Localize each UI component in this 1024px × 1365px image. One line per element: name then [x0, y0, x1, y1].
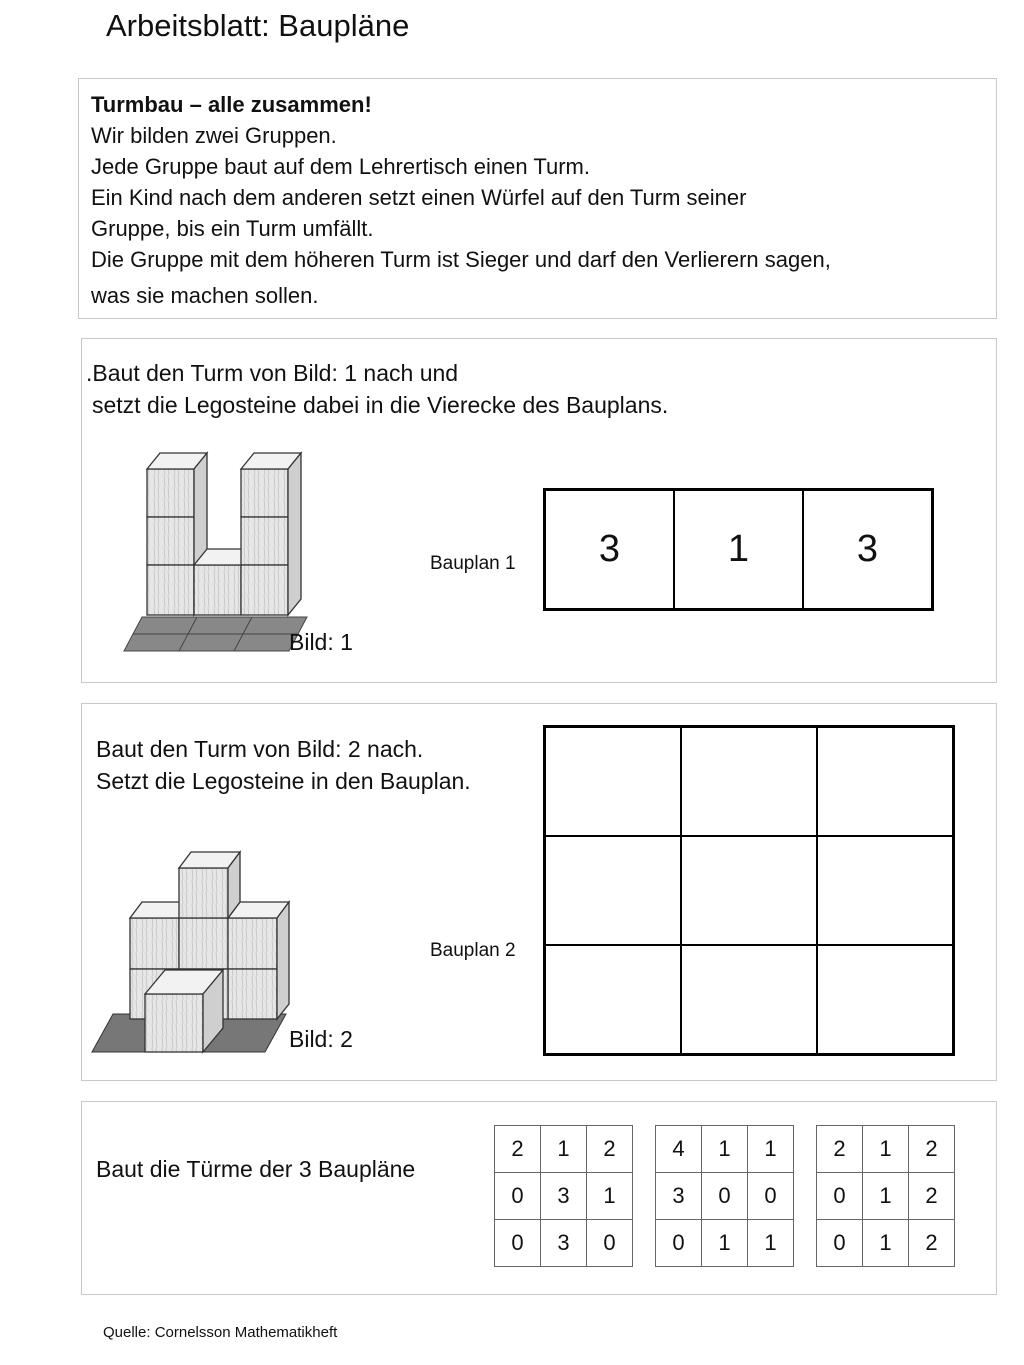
task1-line-1: .Baut den Turm von Bild: 1 nach und — [86, 360, 459, 386]
intro-line: Die Gruppe mit dem höheren Turm ist Sieger und darf den Verlierern sagen, — [91, 247, 831, 272]
plan-cell: 1 — [863, 1126, 909, 1173]
plan-cell: 0 — [587, 1220, 633, 1267]
intro-line: Wir bilden zwei Gruppen. — [91, 123, 337, 148]
plan-cell: 2 — [587, 1126, 633, 1173]
plan-cell — [545, 836, 682, 945]
tower-image-1 — [102, 439, 342, 659]
intro-panel — [78, 78, 997, 319]
plan-cell — [817, 836, 954, 945]
bauplan-1-grid — [543, 488, 934, 611]
plan-cell — [681, 836, 817, 945]
plan-cell — [681, 727, 817, 837]
plan-label-1: Bauplan 1 — [430, 553, 516, 574]
source-note: Quelle: Cornelsson Mathematikheft — [103, 1324, 338, 1341]
tower-image-2 — [90, 844, 310, 1064]
image-label-1: Bild: 1 — [289, 629, 353, 655]
plan-cell: 1 — [541, 1126, 587, 1173]
task1-line-2: setzt die Legosteine dabei in die Vierecke des Bauplans. — [92, 392, 669, 418]
plan-cell: 1 — [863, 1173, 909, 1220]
plan-cell — [545, 945, 682, 1055]
intro-line: Gruppe, bis ein Turm umfällt. — [91, 216, 374, 241]
plan-cell: 3 — [545, 490, 675, 610]
plan-cell: 2 — [495, 1126, 541, 1173]
plan-cell: 1 — [674, 490, 803, 610]
plan-cell: 1 — [702, 1220, 748, 1267]
intro-line: was sie machen sollen. — [91, 283, 319, 308]
plan-cell: 0 — [748, 1173, 794, 1220]
plan-cell: 2 — [909, 1126, 955, 1173]
plan-cell: 4 — [656, 1126, 702, 1173]
plan-cell: 3 — [541, 1173, 587, 1220]
plan-cell: 0 — [495, 1173, 541, 1220]
plan-cell: 0 — [817, 1220, 863, 1267]
image-label-2: Bild: 2 — [289, 1026, 353, 1052]
plan-cell — [817, 727, 954, 837]
plan-cell: 1 — [587, 1173, 633, 1220]
small-plan-2 — [655, 1125, 794, 1267]
plan-cell: 2 — [817, 1126, 863, 1173]
intro-heading: Turmbau – alle zusammen! — [91, 92, 372, 117]
plan-cell: 3 — [656, 1173, 702, 1220]
task3-text: Baut die Türme der 3 Baupläne — [96, 1156, 416, 1182]
page-title: Arbeitsblatt: Baupläne — [106, 8, 410, 43]
task2-line-2: Setzt die Legosteine in den Bauplan. — [96, 768, 471, 794]
task3-panel — [81, 1101, 997, 1295]
intro-line: Jede Gruppe baut auf dem Lehrertisch einen Turm. — [91, 154, 590, 179]
task2-line-1: Baut den Turm von Bild: 2 nach. — [96, 736, 424, 762]
plan-cell: 0 — [656, 1220, 702, 1267]
task2-panel — [81, 703, 997, 1081]
bauplan-2-grid — [543, 725, 955, 1056]
plan-cell: 1 — [702, 1126, 748, 1173]
task1-panel — [81, 338, 997, 683]
plan-cell — [817, 945, 954, 1055]
plan-cell: 0 — [817, 1173, 863, 1220]
plan-cell: 2 — [909, 1173, 955, 1220]
plan-cell: 3 — [803, 490, 933, 610]
plan-cell — [681, 945, 817, 1055]
plan-cell: 1 — [863, 1220, 909, 1267]
plan-cell: 1 — [748, 1220, 794, 1267]
small-plan-3 — [816, 1125, 955, 1267]
plan-cell: 0 — [495, 1220, 541, 1267]
plan-cell: 1 — [748, 1126, 794, 1173]
plan-cell: 3 — [541, 1220, 587, 1267]
plan-cell — [545, 727, 682, 837]
small-plan-1 — [494, 1125, 633, 1267]
plan-cell: 2 — [909, 1220, 955, 1267]
plan-cell: 0 — [702, 1173, 748, 1220]
intro-line: Ein Kind nach dem anderen setzt einen Würfel auf den Turm seiner — [91, 185, 747, 210]
plan-label-2: Bauplan 2 — [430, 940, 516, 961]
intro-text — [91, 89, 986, 311]
